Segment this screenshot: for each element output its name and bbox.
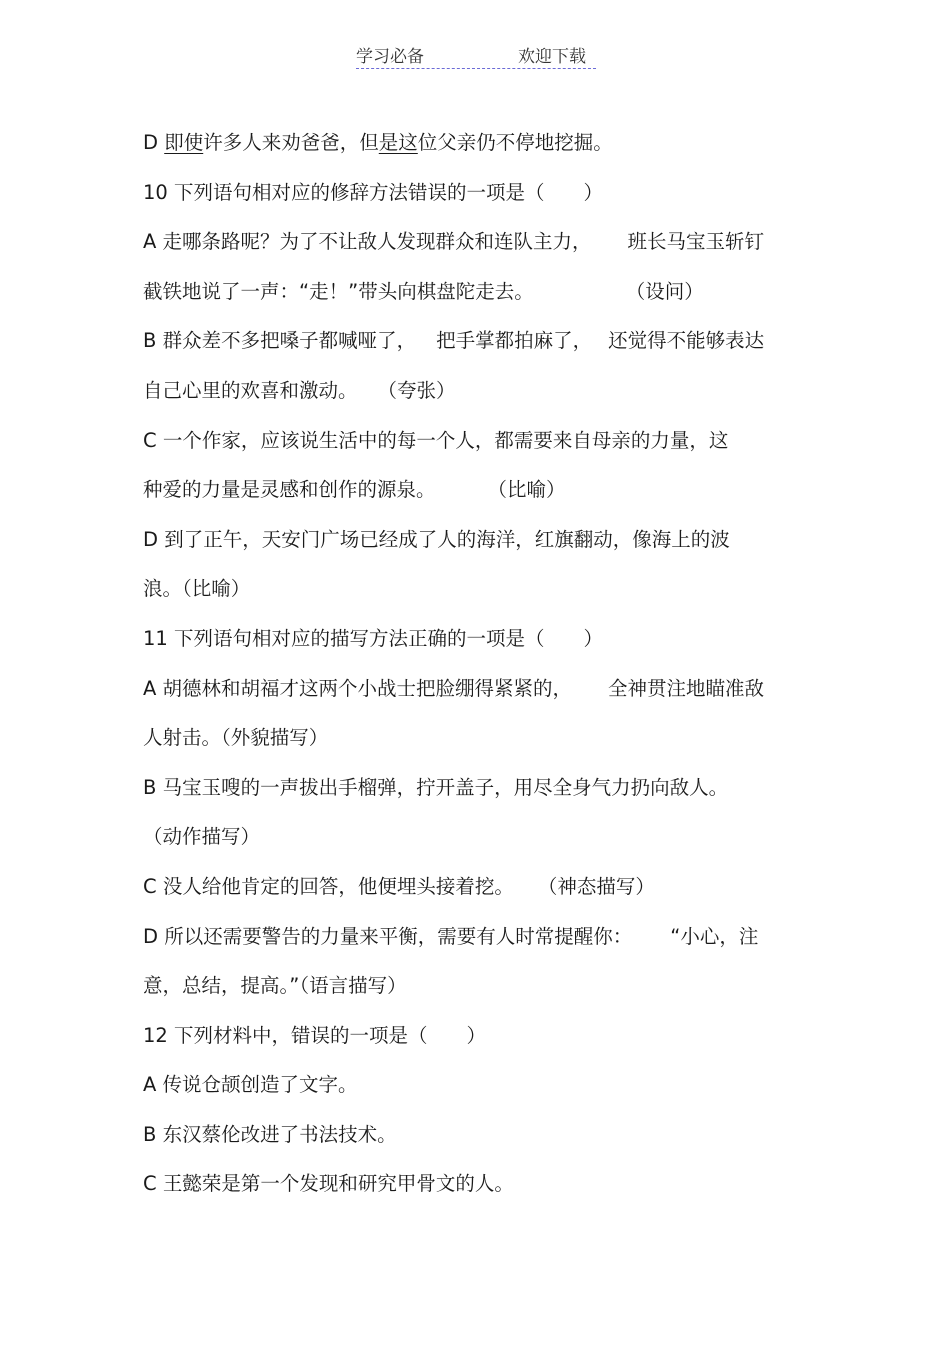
text-fragment: （神态描写） — [537, 874, 655, 898]
option-line — [143, 374, 823, 424]
option-line: C 一个作家，应该说生活中的每一个人，都需要来自母亲的力量，这 — [143, 428, 729, 452]
option-line — [143, 870, 823, 920]
header-right-text: 欢迎下载 — [518, 47, 586, 67]
option-line — [143, 225, 823, 275]
underlined-text: 是这 — [378, 131, 418, 154]
option-line: B 东汉蔡伦改进了书法技术。 — [143, 1122, 397, 1146]
text-fragment: 全神贯注地瞄准敌 — [608, 676, 765, 700]
text-fragment: 位父亲仍不停地挖掘。 — [417, 131, 613, 154]
text-fragment: A 走哪条路呢？为了不让敌人发现群众和连队主力， — [143, 230, 592, 254]
option-line: D 到了正午，天安门广场已经成了人的海洋，红旗翻动，像海上的波 — [143, 527, 730, 551]
text-fragment: 把手掌都拍麻了， — [436, 329, 593, 353]
text-fragment: 许多人来劝爸爸， — [203, 131, 360, 154]
underlined-text: 即使 — [164, 131, 204, 154]
text-fragment: A 胡德林和胡福才这两个小战士把脸绷得紧紧的， — [143, 676, 573, 700]
option-line — [143, 126, 823, 176]
option-line: 浪。（比喻） — [143, 577, 251, 601]
option-line — [143, 672, 823, 722]
option-letter: D — [143, 131, 165, 154]
text-fragment: “小心，注 — [670, 924, 759, 948]
option-line: A 传说仓颉创造了文字。 — [143, 1073, 358, 1097]
text-fragment: 自己心里的欢喜和激动。 — [143, 378, 358, 402]
option-line: （动作描写） — [143, 825, 261, 849]
text-fragment: C 没人给他肯定的回答，他便埋头接着挖。 — [143, 874, 514, 898]
text-fragment: （夸张） — [377, 378, 456, 402]
question-line: 10 下列语句相对应的修辞方法错误的一项是（ ） — [143, 180, 604, 204]
option-line — [143, 920, 823, 970]
option-line — [143, 324, 823, 374]
text-fragment: 截铁地说了一声：“走！”带头向棋盘陀走去。 — [143, 279, 534, 303]
header-left-text: 学习必备 — [356, 47, 424, 67]
option-line — [143, 275, 823, 325]
option-line: B 马宝玉嗖的一声拔出手榴弹，拧开盖子，用尽全身气力扔向敌人。 — [143, 775, 729, 799]
question-line: 12 下列材料中，错误的一项是（ ） — [143, 1023, 487, 1047]
option-line — [143, 473, 823, 523]
text-fragment: （设问） — [625, 279, 704, 303]
text-fragment: 还觉得不能够表达 — [608, 329, 765, 353]
option-line: 人射击。（外貌描写） — [143, 726, 329, 750]
document-body — [143, 126, 823, 1217]
option-line: 意，总结，提高。”（语言描写） — [143, 974, 407, 998]
text-fragment: D 所以还需要警告的力量来平衡，需要有人时常提醒你： — [143, 924, 633, 948]
page-header — [356, 40, 596, 69]
text-fragment: 班长马宝玉斩钉 — [627, 230, 765, 254]
text-fragment: （比喻） — [487, 478, 566, 502]
text-fragment: 但 — [359, 131, 379, 154]
text-fragment: B 群众差不多把嗓子都喊哑了， — [143, 329, 417, 353]
option-line: C 王懿荣是第一个发现和研究甲骨文的人。 — [143, 1172, 514, 1196]
text-fragment: 种爱的力量是灵感和创作的源泉。 — [143, 478, 436, 502]
question-line: 11 下列语句相对应的描写方法正确的一项是（ ） — [143, 626, 604, 650]
